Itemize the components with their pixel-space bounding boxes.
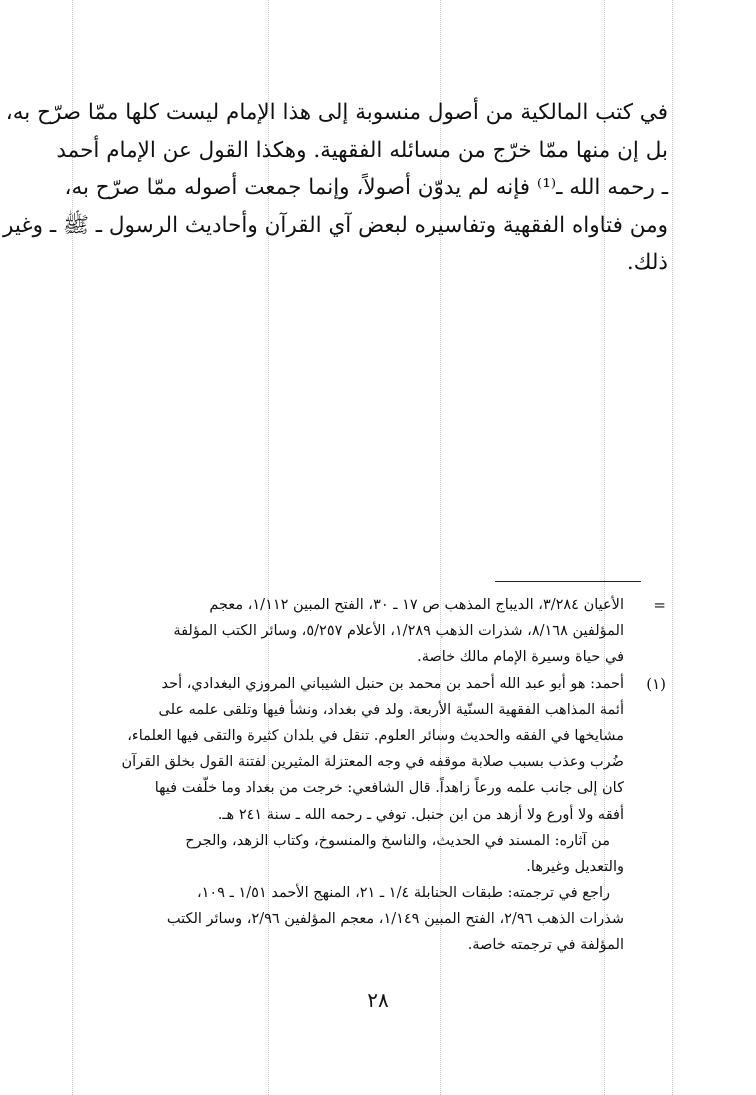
footnote-works-line: والتعديل وغيرها. — [526, 858, 624, 875]
main-paragraph — [3, 94, 668, 282]
footnote-line: كان إلى جانب علمه ورعاً زاهداً. قال الشافعي: خرجت من بغداد وما خلّفت فيها — [154, 780, 624, 797]
scan-dotted-line — [672, 0, 673, 1095]
footnote-line: المؤلفين ٨/١٦٨، شذرات الذهب ١/٢٨٩، الأعلام ٥/٢٥٧، وسائر الكتب المؤلفة — [173, 623, 624, 640]
footnote-references-line: راجع في ترجمته: طبقات الحنابلة ١/٤ ـ ٢١، المنهج الأحمد ١/٥١ ـ ١٠٩، — [196, 885, 610, 902]
main-text-line: ـ رحمه الله ـ⁽¹⁾ فإنه لم يدوّن أصولاً، وإنما جمعت أصوله ممّا صرّح به، — [64, 175, 668, 200]
main-text-line: في كتب المالكية من أصول منسوبة إلى هذا الإمام ليست كلها ممّا صرّح به، — [5, 100, 668, 125]
footnote-line: ضُرب وعذب بسبب صلابة موقفه في وجه المعتزلة المثيرين لفتنة القول بخلق القرآن — [121, 754, 624, 771]
footnote-continuation — [74, 592, 666, 671]
footnote-line: أفقه ولا أورع ولا أزهد من ابن حنبل. توفي ـ رحمه الله ـ سنة ٢٤١ هـ. — [217, 806, 624, 823]
main-text-line: ومن فتاواه الفقهية وتفاسيره لبعض آي القرآن وأحاديث الرسول ـ ﷺ ـ وغير — [3, 212, 668, 238]
footnote-1 — [74, 671, 666, 959]
footnote-line: الأعيان ٣/٢٨٤، الديباج المذهب ص ١٧ ـ ٣٠، الفتح المبين ١/١١٢، معجم — [209, 597, 624, 613]
footnote-references-line: المؤلفة في ترجمته خاصة. — [467, 937, 624, 954]
footnote-line: مشايخها في الفقه والحديث وسائر العلوم. تنقل في بلدان كثيرة والتقى فيها العلماء، — [127, 727, 624, 744]
main-text-line: بل إن منها ممّا خرّج من مسائله الفقهية. وهكذا القول عن الإمام أحمد — [56, 137, 668, 163]
footnotes-section — [74, 592, 666, 959]
footnote-line: أحمد: هو أبو عبد الله أحمد بن محمد بن حنبل الشيباني المروزي البغدادي، أحد — [161, 675, 624, 692]
footnote-line: في حياة وسيرة الإمام مالك خاصة. — [417, 649, 624, 666]
main-text-line: ذلك. — [626, 250, 668, 275]
footnote-marker: (١) — [646, 674, 666, 693]
footnote-line: أئمة المذاهب الفقهية السنّية الأربعة. ولد في بغداد، ونشأ فيها وتلقى علمه على — [158, 701, 624, 718]
footnote-references-line: شذرات الذهب ٢/٩٦، الفتح المبين ١/١٤٩، معجم المؤلفين ٢/٩٦، وسائر الكتب — [166, 911, 624, 928]
footnote-works-line: من آثاره: المسند في الحديث، والناسخ والمنسوخ، وكتاب الزهد، والجرح — [185, 832, 610, 849]
page-number: ٢٨ — [367, 988, 389, 1012]
footnote-marker: = — [653, 596, 666, 614]
footnote-separator — [495, 581, 641, 582]
